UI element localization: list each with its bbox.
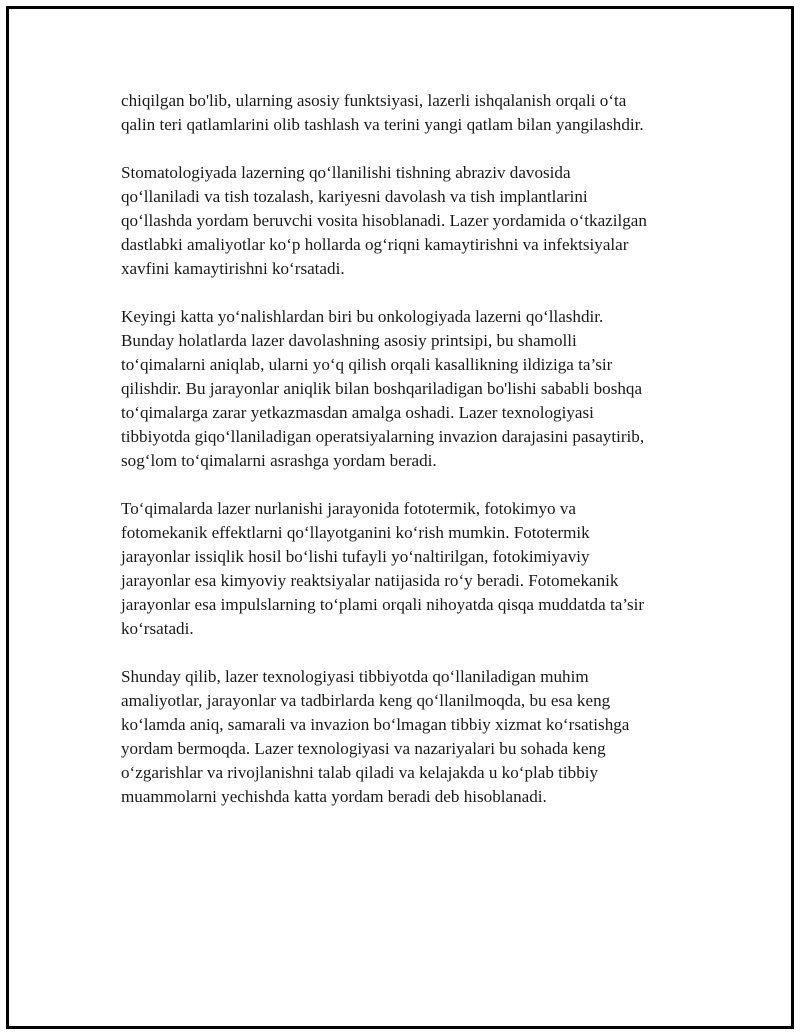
text-line: fotomekanik effektlarni qo‘llayotganini ko‘rish mumkin. Fototermik	[121, 523, 590, 542]
text-line: Keyingi katta yo‘nalishlardan biri bu onkologiyada lazerni qo‘llashdir.	[121, 307, 604, 326]
text-line: ko‘lamda aniq, samarali va invazion bo‘lmagan tibbiy xizmat ko‘rsatishga	[121, 715, 630, 734]
paragraph	[121, 89, 711, 137]
text-line: jarayonlar esa kimyoviy reaktsiyalar natijasida ro‘y beradi. Fotomekanik	[121, 571, 619, 590]
text-line: qilishdir. Bu jarayonlar aniqlik bilan boshqariladigan bo'lishi sababli boshqa	[121, 379, 643, 398]
document-body	[121, 89, 711, 833]
text-line: muammolarni yechishda katta yordam beradi deb hisoblanadi.	[121, 787, 547, 806]
text-line: to‘qimalarga zarar yetkazmasdan amalga oshadi. Lazer texnologiyasi	[121, 403, 594, 422]
text-line: Shunday qilib, lazer texnologiyasi tibbiyotda qo‘llaniladigan muhim	[121, 667, 589, 686]
text-line: jarayonlar esa impulslarning to‘plami orqali nihoyatda qisqa muddatda ta’sir	[121, 595, 645, 614]
text-line: tibbiyotda giqo‘llaniladigan operatsiyalarning invazion darajasini pasaytirib,	[121, 427, 645, 446]
text-line: To‘qimalarda lazer nurlanishi jarayonida fototermik, fotokimyo va	[121, 499, 576, 518]
text-line: yordam bermoqda. Lazer texnologiyasi va nazariyalari bu sohada keng	[121, 739, 606, 758]
text-line: Stomatologiyada lazerning qo‘llanilishi tishning abraziv davosida	[121, 163, 571, 182]
text-line: qalin teri qatlamlarini olib tashlash va terini yangi qatlam bilan yangilashdir.	[121, 115, 644, 134]
paragraph	[121, 497, 711, 641]
text-line: o‘zgarishlar va rivojlanishni talab qiladi va kelajakda u ko‘plab tibbiy	[121, 763, 599, 782]
text-line: amaliyotlar, jarayonlar va tadbirlarda keng qo‘llanilmoqda, bu esa keng	[121, 691, 611, 710]
paragraph	[121, 305, 711, 473]
text-line: qo‘llaniladi va tish tozalash, kariyesni davolash va tish implantlarini	[121, 187, 588, 206]
text-line: xavfini kamaytirishni ko‘rsatadi.	[121, 259, 345, 278]
page-frame	[6, 6, 794, 1029]
text-line: sog‘lom to‘qimalarni asrashga yordam beradi.	[121, 451, 437, 470]
paragraph	[121, 665, 711, 809]
text-line: dastlabki amaliyotlar ko‘p hollarda og‘riqni kamaytirishni va infektsiyalar	[121, 235, 629, 254]
text-line: ko‘rsatadi.	[121, 619, 194, 638]
text-line: to‘qimalarni aniqlab, ularni yo‘q qilish orqali kasallikning ildiziga ta’sir	[121, 355, 613, 374]
text-line: qo‘llashda yordam beruvchi vosita hisoblanadi. Lazer yordamida o‘tkazilgan	[121, 211, 647, 230]
paragraph	[121, 161, 711, 281]
text-line: jarayonlar issiqlik hosil bo‘lishi tufayli yo‘naltirilgan, fotokimiyaviy	[121, 547, 590, 566]
text-line: Bunday holatlarda lazer davolashning asosiy printsipi, bu shamolli	[121, 331, 577, 350]
text-line: chiqilgan bo'lib, ularning asosiy funktsiyasi, lazerli ishqalanish orqali o‘ta	[121, 91, 627, 110]
